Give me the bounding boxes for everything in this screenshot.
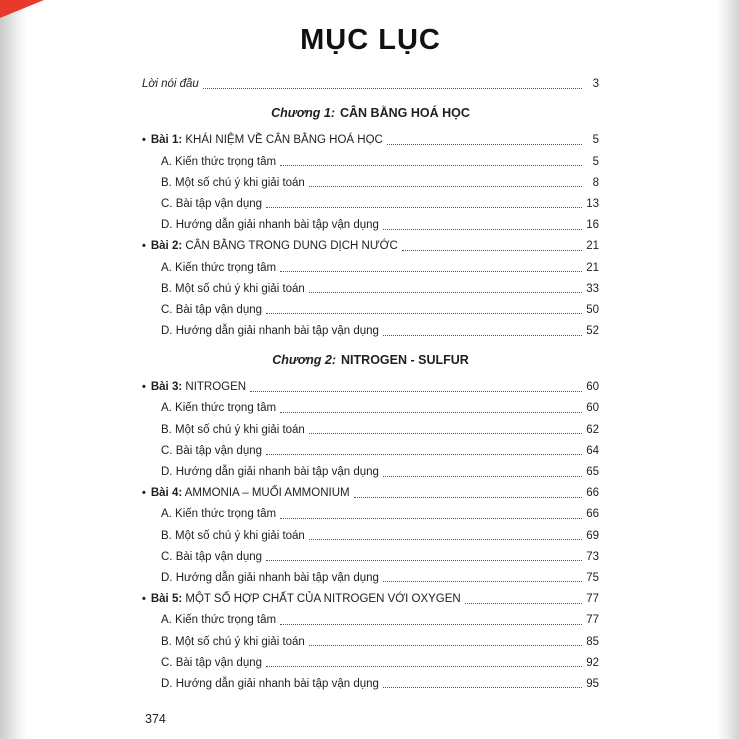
toc-sub-entry	[142, 544, 599, 565]
toc-sub-entry	[142, 522, 599, 543]
entry-page-number: 77	[586, 593, 599, 606]
entry-title: D. Hướng dẫn giải nhanh bài tập vận dụng	[161, 219, 379, 232]
dot-leader	[354, 497, 582, 498]
entry-label: Bài 1:	[150, 134, 183, 147]
toc-sub-entry	[142, 395, 599, 416]
page-title: MỤC LỤC	[300, 24, 441, 56]
dot-leader	[266, 666, 582, 667]
entry-title: D. Hướng dẫn giải nhanh bài tập vận dụng	[161, 677, 379, 690]
entry-title: Bài 2: CÂN BẰNG TRONG DUNG DỊCH NƯỚC	[150, 240, 398, 253]
entry-page-number: 60	[586, 402, 599, 415]
dot-leader	[280, 412, 582, 413]
bullet-icon: •	[142, 134, 146, 147]
toc-sub-entry	[142, 170, 599, 191]
dot-leader	[309, 539, 582, 540]
dot-leader	[383, 229, 582, 230]
chapter-label: Chương 2:	[272, 353, 337, 368]
dot-leader	[309, 433, 582, 434]
bullet-icon: •	[142, 381, 146, 394]
entry-page-number: 95	[586, 677, 599, 690]
toc-sub-entry	[142, 416, 599, 437]
entry-title: A. Kiến thức trọng tâm	[161, 402, 277, 415]
entry-page-number: 85	[586, 635, 599, 648]
bullet-icon: •	[142, 240, 146, 253]
entry-title: Bài 3: NITROGEN	[150, 381, 247, 394]
toc-sub-entry	[142, 650, 599, 671]
dot-leader	[266, 313, 582, 314]
entry-title: D. Hướng dẫn giải nhanh bài tập vận dụng	[161, 571, 379, 584]
entry-label: Bài 2:	[150, 240, 183, 253]
entry-title: D. Hướng dẫn giải nhanh bài tập vận dụng	[161, 466, 379, 478]
dot-leader	[309, 186, 582, 187]
entry-title: C. Bài tập vận dụng	[161, 303, 263, 316]
toc-sub-entry	[142, 254, 599, 275]
entry-page-number: 3	[592, 78, 599, 91]
bullet-icon: •	[142, 487, 146, 500]
entry-page-number: 21	[586, 261, 599, 274]
toc-sub-entry	[142, 565, 599, 586]
dot-leader	[309, 645, 582, 646]
entry-title: C. Bài tập vận dụng	[161, 550, 263, 563]
entry-title: C. Bài tập vận dụng	[161, 197, 263, 210]
toc-sub-entry	[142, 297, 599, 318]
toc-sub-entry	[142, 212, 599, 233]
entry-title: B. Một số chú ý khi giải toán	[161, 529, 305, 542]
dot-leader	[383, 687, 582, 688]
toc-sub-entry	[142, 501, 599, 522]
dot-leader	[266, 207, 582, 208]
entry-page-number: 92	[586, 656, 599, 669]
entry-page-number: 73	[586, 550, 599, 563]
dot-leader	[465, 603, 582, 604]
entry-page-number: 5	[592, 134, 599, 147]
toc-sub-entry	[142, 671, 599, 692]
entry-page-number: 75	[586, 571, 599, 584]
toc-sub-entry	[142, 318, 599, 339]
entry-title: B. Một số chú ý khi giải toán	[161, 423, 305, 436]
entry-title: Bài 4: AMMONIA – MUỐI AMMONIUM	[150, 487, 350, 500]
dot-leader	[280, 518, 582, 519]
entry-page-number: 66	[586, 487, 599, 500]
toc-sub-entry	[142, 607, 599, 628]
entry-page-number: 65	[586, 466, 599, 478]
toc-sub-entry	[142, 191, 599, 212]
toc-sub-entry	[142, 148, 599, 169]
toc-sub-entry	[142, 276, 599, 297]
dot-leader	[309, 292, 582, 293]
toc-body	[142, 71, 599, 692]
toc-sub-entry	[142, 438, 599, 459]
entry-page-number: 62	[586, 423, 599, 436]
dot-leader	[266, 560, 582, 561]
dot-leader	[383, 476, 582, 477]
entry-page-number: 50	[586, 303, 599, 316]
dot-leader	[250, 391, 582, 392]
dot-leader	[266, 454, 582, 455]
entry-title: A. Kiến thức trọng tâm	[161, 508, 277, 521]
entry-page-number: 66	[586, 508, 599, 521]
toc-lesson-entry	[142, 586, 599, 607]
entry-title: B. Một số chú ý khi giải toán	[161, 282, 305, 295]
entry-page-number: 5	[592, 155, 599, 168]
chapter-title: NITROGEN - SULFUR	[341, 353, 469, 368]
bullet-icon: •	[142, 593, 146, 606]
entry-title: C. Bài tập vận dụng	[161, 444, 263, 457]
entry-page-number: 77	[586, 614, 599, 627]
entry-title: Lời nói đầu	[142, 78, 199, 91]
dot-leader	[387, 144, 582, 145]
toc-sub-entry	[142, 628, 599, 649]
dot-leader	[383, 335, 582, 336]
dot-leader	[280, 624, 582, 625]
entry-title: C. Bài tập vận dụng	[161, 656, 263, 669]
toc-lesson-entry	[142, 374, 599, 395]
entry-title: Bài 1: KHÁI NIỆM VỀ CÂN BẰNG HOÁ HỌC	[150, 134, 383, 147]
dot-leader	[280, 271, 582, 272]
footer-page-number: 374	[145, 712, 166, 726]
entry-page-number: 64	[586, 444, 599, 457]
entry-label: Bài 5:	[150, 593, 183, 606]
entry-title: A. Kiến thức trọng tâm	[161, 614, 277, 627]
entry-label: Bài 3:	[150, 381, 183, 394]
entry-title: A. Kiến thức trọng tâm	[161, 155, 277, 168]
entry-page-number: 69	[586, 529, 599, 542]
entry-title: B. Một số chú ý khi giải toán	[161, 176, 305, 189]
entry-page-number: 33	[586, 282, 599, 295]
toc-intro-entry	[142, 71, 599, 92]
entry-title: B. Một số chú ý khi giải toán	[161, 635, 305, 648]
entry-page-number: 16	[586, 219, 599, 232]
entry-title: Bài 5: MỘT SỐ HỢP CHẤT CỦA NITROGEN VỚI OXYGEN	[150, 593, 461, 606]
toc-lesson-entry	[142, 233, 599, 254]
dot-leader	[402, 250, 582, 251]
entry-page-number: 13	[586, 197, 599, 210]
toc-sub-entry	[142, 459, 599, 480]
chapter-heading	[142, 106, 599, 120]
entry-label: Bài 4:	[150, 487, 183, 500]
toc-lesson-entry	[142, 127, 599, 148]
chapter-heading	[142, 353, 599, 367]
entry-page-number: 8	[592, 176, 599, 189]
dot-leader	[280, 165, 582, 166]
red-corner-marker	[0, 0, 44, 18]
dot-leader	[383, 581, 582, 582]
entry-title: D. Hướng dẫn giải nhanh bài tập vận dụng	[161, 325, 379, 338]
entry-page-number: 21	[586, 240, 599, 253]
toc-lesson-entry	[142, 480, 599, 501]
entry-page-number: 60	[586, 381, 599, 394]
entry-title: A. Kiến thức trọng tâm	[161, 261, 277, 274]
entry-page-number: 52	[586, 325, 599, 338]
chapter-title: CÂN BẰNG HOÁ HỌC	[339, 106, 470, 121]
dot-leader	[203, 88, 582, 89]
chapter-label: Chương 1:	[271, 106, 335, 121]
